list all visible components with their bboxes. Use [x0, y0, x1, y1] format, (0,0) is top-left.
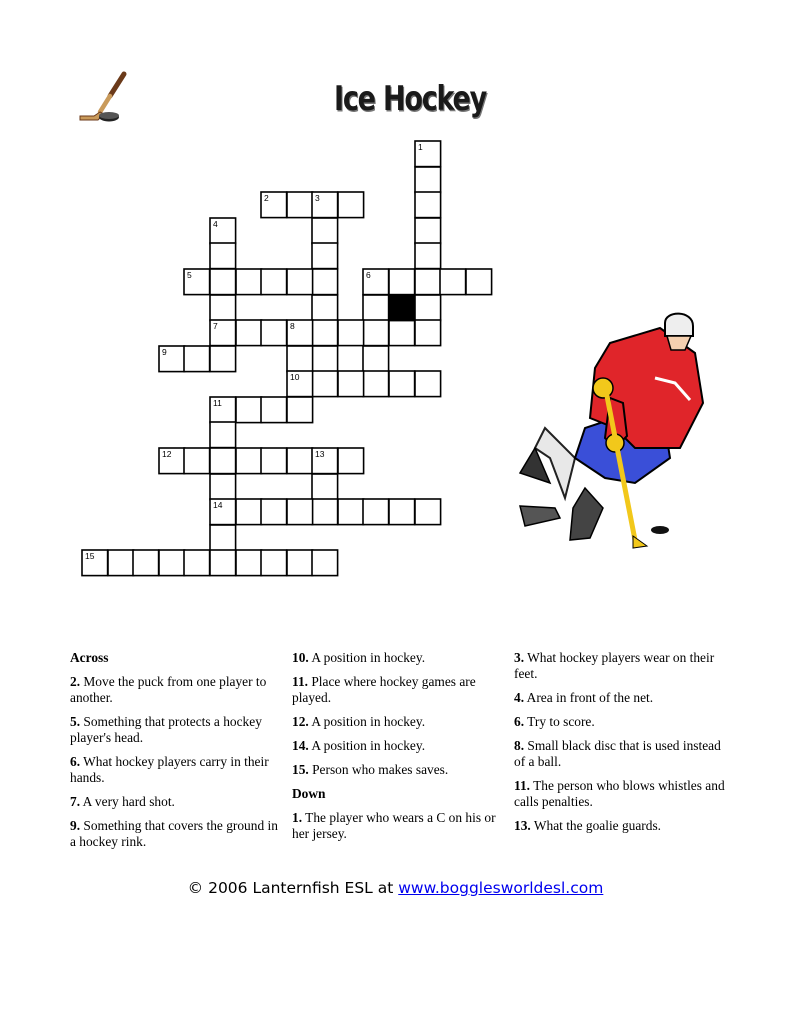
website-link[interactable]: www.bogglesworldesl.com: [398, 879, 604, 897]
down-heading: Down: [292, 786, 326, 801]
crossword-cell[interactable]: [415, 499, 441, 525]
clue-across-2: 2. Move the puck from one player to another.: [70, 674, 267, 705]
crossword-cell[interactable]: [236, 499, 262, 525]
crossword-cell[interactable]: [440, 269, 466, 295]
cell-number: 15: [85, 551, 95, 561]
crossword-cell[interactable]: [261, 269, 287, 295]
crossword-cell[interactable]: [389, 371, 415, 397]
clue-down-11: 11. The person who blows whistles and calls penalties.: [514, 778, 725, 809]
clues-column-1: [70, 650, 285, 858]
crossword-cell[interactable]: [415, 269, 441, 295]
crossword-cell[interactable]: [261, 550, 287, 576]
cell-number: 10: [290, 372, 300, 382]
crossword-cell[interactable]: [261, 448, 287, 474]
clue-across-6: 6. What hockey players carry in their hands.: [70, 754, 269, 785]
copyright-footer: [0, 879, 791, 897]
crossword-cell[interactable]: [415, 320, 441, 346]
crossword-cell[interactable]: [338, 499, 364, 525]
crossword-cell[interactable]: [210, 422, 236, 448]
crossword-cell[interactable]: [210, 269, 236, 295]
clue-down-13: 13. What the goalie guards.: [514, 818, 662, 833]
crossword-cell[interactable]: [363, 295, 389, 321]
crossword-cell[interactable]: [363, 320, 389, 346]
clue-across-11: 11. Place where hockey games are played.: [292, 674, 476, 705]
cell-number: 2: [264, 193, 269, 203]
crossword-cell[interactable]: [210, 550, 236, 576]
crossword-cell[interactable]: [415, 167, 441, 193]
copyright-text: © 2006 Lanternfish ESL at: [187, 879, 399, 897]
crossword-cell[interactable]: [287, 397, 313, 423]
crossword-cell[interactable]: [236, 320, 262, 346]
crossword-cell[interactable]: [184, 448, 210, 474]
crossword-cell[interactable]: [312, 320, 338, 346]
crossword-cell[interactable]: [312, 243, 338, 269]
cell-number: 6: [366, 270, 371, 280]
crossword-cell[interactable]: [287, 550, 313, 576]
crossword-cell[interactable]: [415, 218, 441, 244]
crossword-cell[interactable]: [389, 269, 415, 295]
crossword-cell[interactable]: [312, 295, 338, 321]
clue-across-10: 10. A position in hockey.: [292, 650, 426, 665]
cell-number: 1: [418, 142, 423, 152]
page-title: Ice Hockey: [334, 80, 487, 119]
crossword-cell[interactable]: [261, 397, 287, 423]
clue-down-4: 4. Area in front of the net.: [514, 690, 654, 705]
crossword-cell[interactable]: [261, 499, 287, 525]
crossword-cell[interactable]: [363, 499, 389, 525]
crossword-cell[interactable]: [312, 269, 338, 295]
cell-number: 5: [187, 270, 192, 280]
crossword-cell[interactable]: [312, 550, 338, 576]
crossword-cell[interactable]: [210, 525, 236, 551]
clue-down-8: 8. Small black disc that is used instead of a ball.: [514, 738, 721, 769]
cell-number: 11: [213, 398, 222, 408]
crossword-cell[interactable]: [287, 499, 313, 525]
cell-number: 4: [213, 219, 218, 229]
crossword-cell[interactable]: [338, 320, 364, 346]
crossword-cell[interactable]: [312, 371, 338, 397]
crossword-cell[interactable]: [312, 499, 338, 525]
crossword-cell[interactable]: [287, 192, 313, 218]
crossword-cell[interactable]: [389, 320, 415, 346]
cell-number: 3: [315, 193, 320, 203]
crossword-cell[interactable]: [133, 550, 159, 576]
crossword-cell[interactable]: [210, 448, 236, 474]
crossword-cell[interactable]: [415, 295, 441, 321]
hockey-player-illustration: [515, 308, 715, 550]
crossword-cell[interactable]: [236, 269, 262, 295]
crossword-cell[interactable]: [415, 243, 441, 269]
clue-across-9: 9. Something that covers the ground in a hockey rink.: [70, 818, 278, 849]
crossword-cell[interactable]: [312, 346, 338, 372]
cell-number: 14: [213, 500, 223, 510]
cell-number: 7: [213, 321, 218, 331]
cell-number: 13: [315, 449, 325, 459]
crossword-cell[interactable]: [466, 269, 492, 295]
clue-down-3: 3. What hockey players wear on their feet.: [514, 650, 715, 681]
crossword-cell[interactable]: [287, 346, 313, 372]
crossword-cell[interactable]: [210, 474, 236, 500]
crossword-cell[interactable]: [415, 192, 441, 218]
clue-down-6: 6. Try to score.: [514, 714, 595, 729]
crossword-cell[interactable]: [389, 499, 415, 525]
clue-across-15: 15. Person who makes saves.: [292, 762, 449, 777]
clue-down-1: 1. The player who wears a C on his or her jersey.: [292, 810, 496, 841]
crossword-cell[interactable]: [210, 346, 236, 372]
crossword-cell[interactable]: [363, 346, 389, 372]
clues-column-3: [514, 650, 726, 842]
across-heading: Across: [70, 650, 109, 665]
crossword-cell[interactable]: [338, 371, 364, 397]
crossword-cell[interactable]: [210, 243, 236, 269]
crossword-cell[interactable]: [236, 448, 262, 474]
clues-column-2: [292, 650, 504, 850]
crossword-cell[interactable]: [287, 269, 313, 295]
crossword-cell[interactable]: [415, 371, 441, 397]
cell-number: 12: [162, 449, 172, 459]
cell-number: 8: [290, 321, 295, 331]
crossword-cell[interactable]: [236, 397, 262, 423]
crossword-cell[interactable]: [184, 346, 210, 372]
crossword-cell[interactable]: [236, 550, 262, 576]
cell-number: 9: [162, 347, 167, 357]
crossword-cell[interactable]: [312, 218, 338, 244]
crossword-cell[interactable]: [363, 371, 389, 397]
crossword-cell[interactable]: [210, 295, 236, 321]
clue-across-5: 5. Something that protects a hockey player's head.: [70, 714, 262, 745]
crossword-block-cell: [389, 295, 415, 321]
clue-across-7: 7. A very hard shot.: [70, 794, 175, 809]
clue-across-12: 12. A position in hockey.: [292, 714, 426, 729]
crossword-cell[interactable]: [287, 448, 313, 474]
crossword-cell[interactable]: [338, 448, 364, 474]
crossword-cell[interactable]: [338, 192, 364, 218]
crossword-cell[interactable]: [261, 320, 287, 346]
crossword-cell[interactable]: [108, 550, 134, 576]
crossword-cell[interactable]: [184, 550, 210, 576]
clue-across-14: 14. A position in hockey.: [292, 738, 426, 753]
crossword-cell[interactable]: [312, 474, 338, 500]
crossword-cell[interactable]: [159, 550, 185, 576]
